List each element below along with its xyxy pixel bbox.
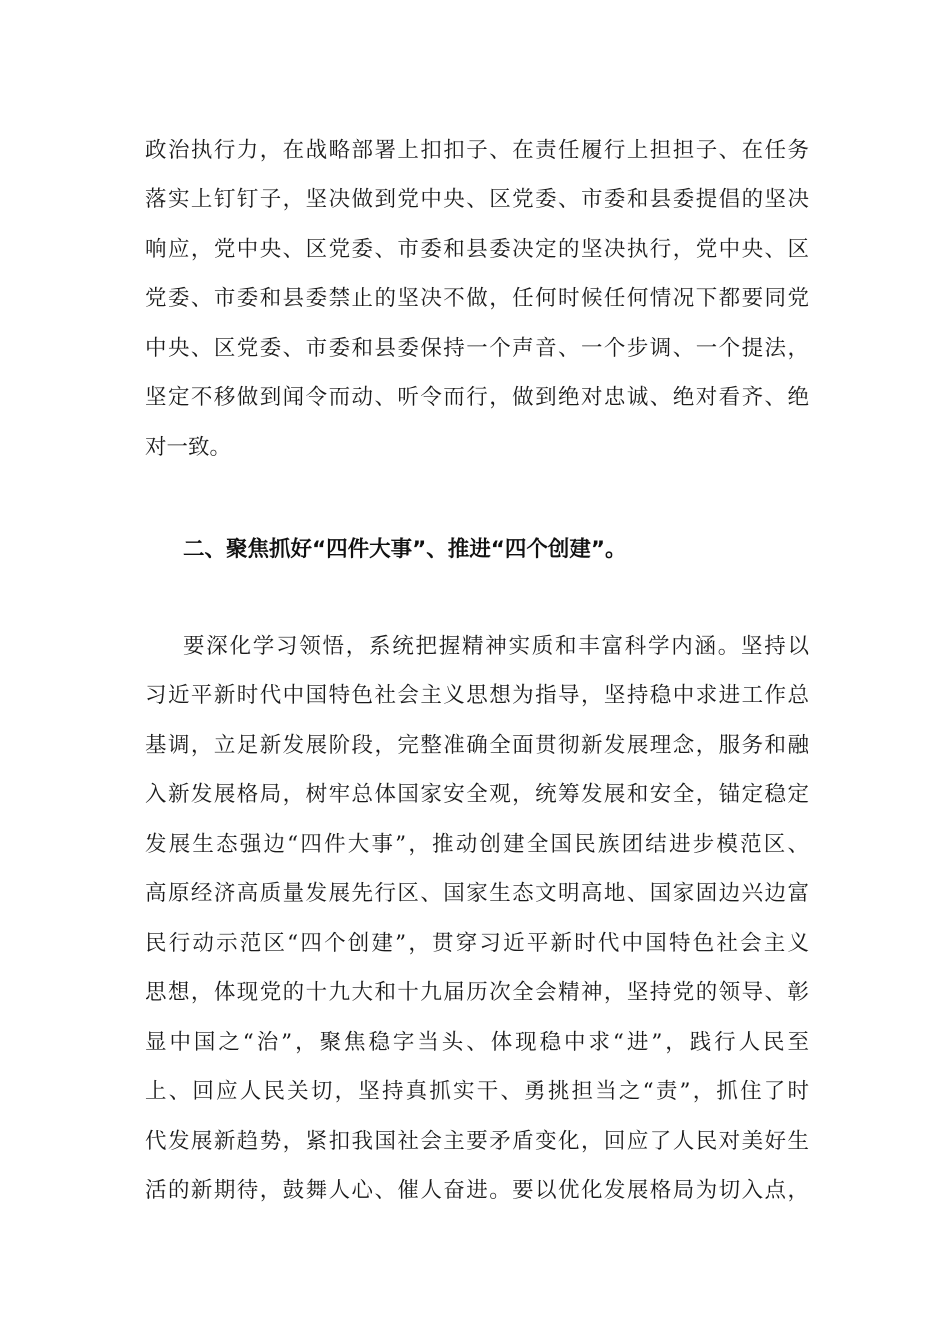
section-heading: 二、聚焦抓好“四件大事”、推进“四个创建”。 bbox=[183, 537, 627, 562]
text-line: 党委、市委和县委禁止的坚决不做，任何时候任何情况下都要同党 bbox=[145, 286, 809, 311]
text-line: 发展生态强边“四件大事”，推动创建全国民族团结进步模范区、 bbox=[145, 832, 809, 857]
text-line: 思想，体现党的十九大和十九届历次全会精神，坚持党的领导、彰 bbox=[145, 980, 809, 1005]
text-line: 上、回应人民关切，坚持真抓实干、勇挑担当之“责”，抓住了时 bbox=[145, 1079, 809, 1104]
text-line: 显中国之“治”，聚焦稳字当头、体现稳中求“进”，践行人民至 bbox=[145, 1030, 809, 1055]
text-line: 代发展新趋势，紧扣我国社会主要矛盾变化，回应了人民对美好生 bbox=[145, 1129, 809, 1154]
text-line: 对一致。 bbox=[145, 435, 232, 460]
text-line: 中央、区党委、市委和县委保持一个声音、一个步调、一个提法， bbox=[145, 336, 809, 361]
text-line: 要深化学习领悟，系统把握精神实质和丰富科学内涵。坚持以 bbox=[183, 634, 809, 659]
text-line: 活的新期待，鼓舞人心、催人奋进。要以优化发展格局为切入点， bbox=[145, 1178, 809, 1203]
text-line: 基调，立足新发展阶段，完整准确全面贯彻新发展理念，服务和融 bbox=[145, 733, 809, 758]
text-line: 政治执行力，在战略部署上扣扣子、在责任履行上担担子、在任务 bbox=[145, 138, 809, 163]
text-line: 高原经济高质量发展先行区、国家生态文明高地、国家固边兴边富 bbox=[145, 881, 809, 906]
text-line: 民行动示范区“四个创建”，贯穿习近平新时代中国特色社会主义 bbox=[145, 931, 809, 956]
text-line: 坚定不移做到闻令而动、听令而行，做到绝对忠诚、绝对看齐、绝 bbox=[145, 385, 809, 410]
text-line: 入新发展格局，树牢总体国家安全观，统筹发展和安全，锚定稳定 bbox=[145, 782, 809, 807]
text-line: 落实上钉钉子，坚决做到党中央、区党委、市委和县委提倡的坚决 bbox=[145, 187, 809, 212]
text-line: 响应，党中央、区党委、市委和县委决定的坚决执行，党中央、区 bbox=[145, 237, 809, 262]
text-line: 习近平新时代中国特色社会主义思想为指导，坚持稳中求进工作总 bbox=[145, 683, 809, 708]
